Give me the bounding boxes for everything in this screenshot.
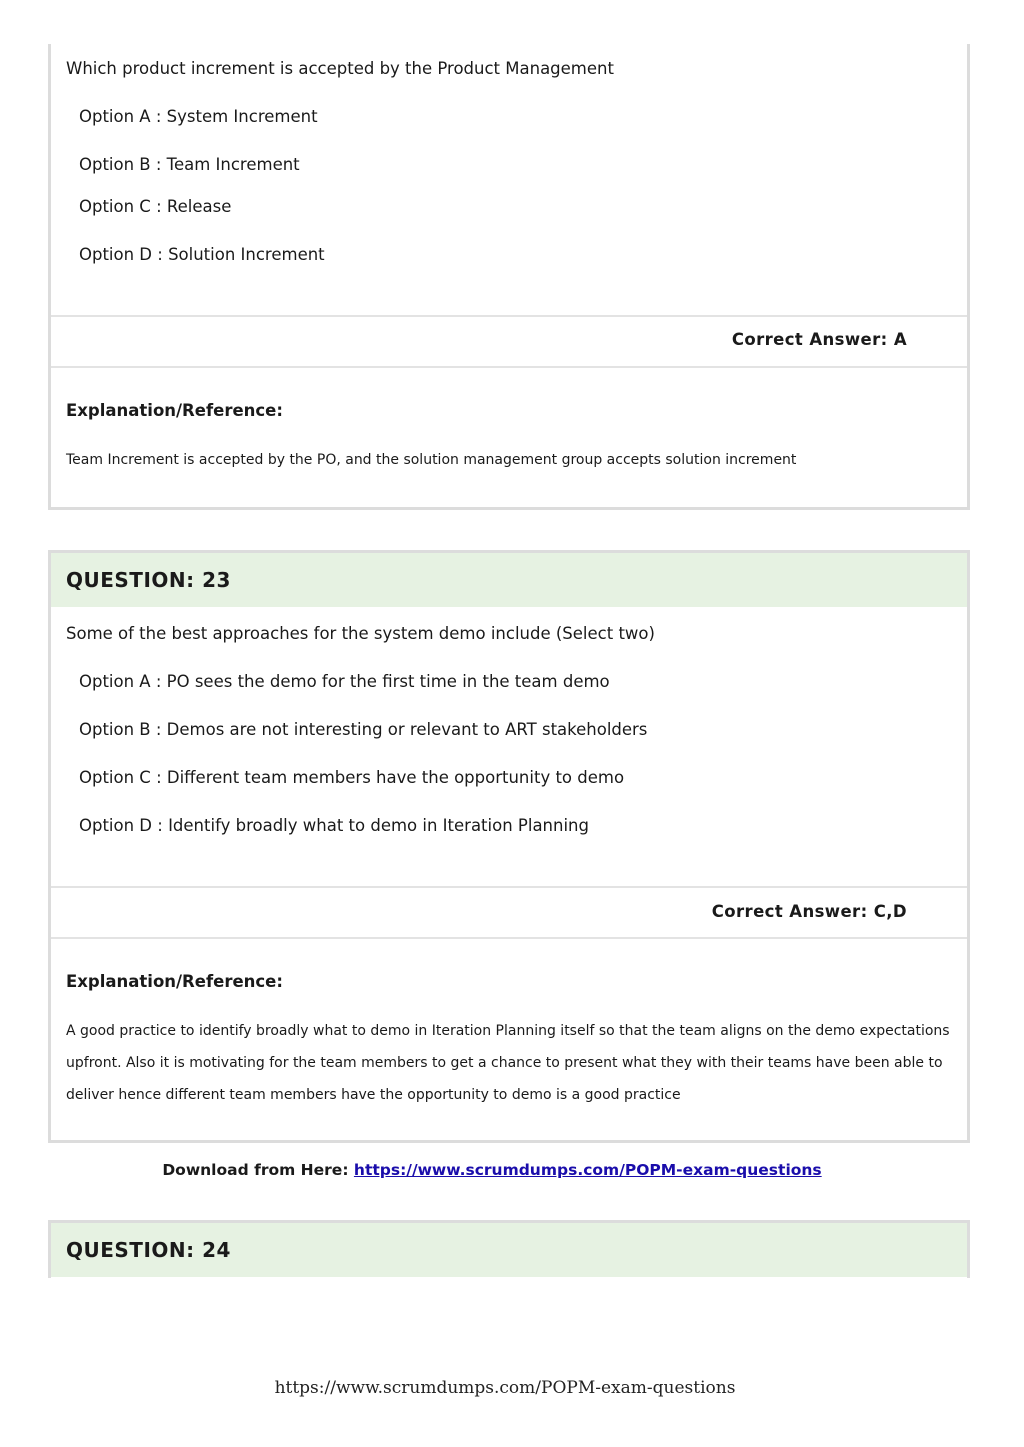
- question-header: QUESTION: 23: [51, 553, 967, 607]
- divider: [51, 315, 967, 317]
- footer-url: https://www.scrumdumps.com/POPM-exam-questions: [274, 1378, 736, 1398]
- correct-answer: Correct Answer: C,D: [711, 902, 907, 921]
- explanation-title: Explanation/Reference:: [66, 972, 283, 991]
- download-link[interactable]: https://www.scrumdumps.com/POPM-exam-questions: [353, 1161, 822, 1179]
- divider: [51, 366, 967, 368]
- download-line: [0, 1161, 984, 1179]
- option-b: Option B : Demos are not interesting or relevant to ART stakeholders: [79, 720, 648, 739]
- question-card-22: [48, 44, 970, 510]
- correct-answer: Correct Answer: A: [731, 330, 907, 349]
- download-label: Download from Here:: [162, 1161, 354, 1179]
- divider: [51, 886, 967, 888]
- question-card-24: [48, 1220, 970, 1278]
- option-c: Option C : Different team members have the opportunity to demo: [79, 768, 625, 787]
- option-a: Option A : PO sees the demo for the first time in the team demo: [79, 672, 610, 691]
- question-header: QUESTION: 24: [51, 1223, 967, 1277]
- explanation-title: Explanation/Reference:: [66, 401, 283, 420]
- question-card-23: [48, 550, 970, 1143]
- option-d: Option D : Identify broadly what to demo in Iteration Planning: [79, 816, 589, 835]
- question-text: Some of the best approaches for the system demo include (Select two): [66, 624, 655, 643]
- option-c: Option C : Release: [79, 197, 232, 216]
- explanation-text: Team Increment is accepted by the PO, and the solution management group accepts solution increment: [66, 452, 797, 468]
- explanation-text: A good practice to identify broadly what to demo in Iteration Planning itself so that the team aligns on the demo expectations upfront. Also it is motivating for the team members to get a chance to present what they with their teams have been able to deliver hence different team members have the opportunity to demo is a good practice: [66, 1023, 950, 1103]
- option-d: Option D : Solution Increment: [79, 245, 325, 264]
- divider: [51, 937, 967, 939]
- option-b: Option B : Team Increment: [79, 155, 300, 174]
- question-text: Which product increment is accepted by the Product Management: [66, 59, 614, 78]
- option-a: Option A : System Increment: [79, 107, 318, 126]
